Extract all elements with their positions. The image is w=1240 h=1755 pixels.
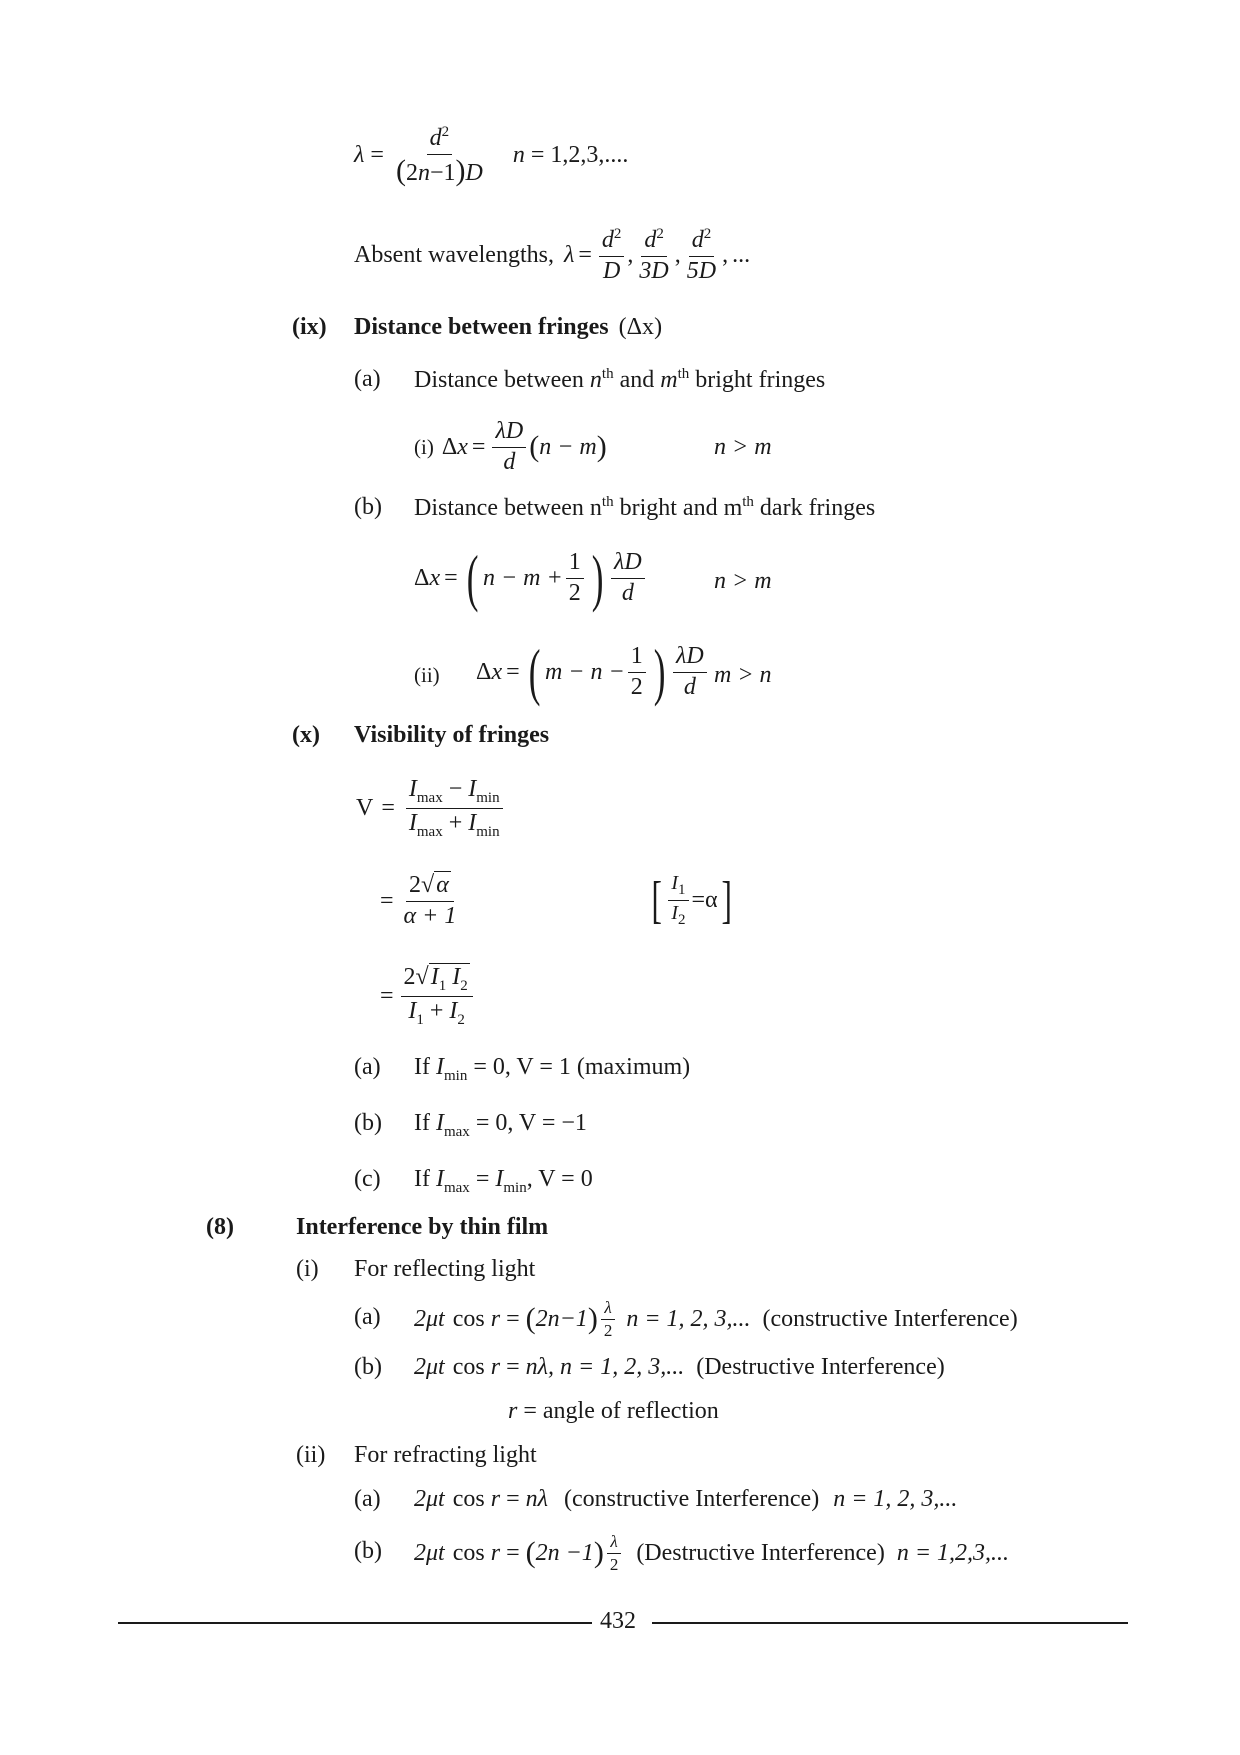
sub-ii-label: [296, 1442, 325, 1469]
definition-text: = angle of reflection: [523, 1398, 719, 1424]
exponent: 2: [613, 226, 622, 242]
label-text: (c): [354, 1166, 381, 1192]
lambda-d-fraction: [611, 549, 645, 607]
fraction: [406, 776, 503, 841]
denominator-value: d: [683, 673, 696, 700]
fraction-1: [599, 226, 625, 285]
section-8-number: [206, 1214, 234, 1241]
r-definition: [508, 1398, 719, 1425]
fraction: [492, 418, 526, 476]
plus: +: [448, 810, 463, 837]
condition: [513, 142, 629, 169]
denominator: [619, 579, 637, 608]
section-8-heading: [296, 1214, 548, 1241]
denominator: 2: [609, 1554, 619, 1574]
optical-path: 2μt: [414, 1305, 445, 1332]
formula-lambda-dark: [354, 124, 628, 187]
condition-text: n > m: [714, 434, 772, 460]
numerator: [673, 643, 707, 673]
item-b-text: [414, 494, 875, 522]
formula-dx-bright-dark: Δ x = ( n − m + $\frac{1}{2}$ ) $\frac{\lambda D}{d}$: [414, 546, 648, 610]
section-x-marker: [292, 722, 320, 749]
subscript: 1: [416, 1011, 424, 1028]
var-D: D: [465, 159, 483, 186]
comma: ,: [627, 242, 634, 269]
var-V: V: [356, 795, 374, 822]
condition-m-gt-n: [714, 662, 772, 689]
label-text: (b): [354, 1110, 382, 1136]
absent-wavelengths: [354, 226, 750, 285]
var-d: d: [644, 227, 657, 253]
var-I: I: [449, 998, 458, 1025]
refract-b-label: [354, 1538, 382, 1565]
ordinal: th: [601, 494, 614, 510]
equals-sign: =: [506, 658, 520, 685]
result-text: = 0, V = 1 (maximum): [473, 1054, 691, 1080]
numerator: [601, 1298, 614, 1320]
optical-path: 2μt: [414, 1486, 445, 1512]
delta-x-symbol: (Δx): [618, 314, 663, 340]
text-part: dark fringes: [759, 495, 876, 521]
subscript: min: [476, 789, 500, 806]
var-x: x: [429, 564, 441, 591]
denominator: [668, 901, 688, 929]
condition-values: = 1,2,3,....: [530, 142, 629, 169]
section-ix-heading: [354, 314, 662, 341]
reflect-a-label: [354, 1304, 381, 1331]
label-text: (b): [354, 1538, 382, 1564]
note: (Destructive Interference): [636, 1539, 885, 1566]
equals-sign: =: [380, 983, 394, 1010]
formula-refract-constructive: [414, 1486, 957, 1513]
numerator: [427, 124, 453, 155]
subscript: max: [416, 823, 443, 840]
equals-sign: =: [381, 795, 395, 822]
sub-i-text: [354, 1256, 535, 1283]
label-text: (a): [354, 1486, 381, 1512]
label-text: (ii): [296, 1442, 326, 1468]
item-a-label: [354, 366, 381, 393]
delta: Δ: [441, 433, 458, 460]
condition-text: n > m: [714, 568, 772, 594]
if-word: If: [414, 1054, 430, 1080]
subscript: max: [443, 1179, 470, 1196]
condition: n = 1, 2, 3,...: [626, 1305, 751, 1332]
var-I: I: [468, 776, 477, 802]
cos: cos: [452, 1486, 485, 1512]
denominator: 2: [630, 673, 643, 700]
condition-n-gt-m: [714, 434, 772, 461]
var-I: I: [452, 964, 461, 990]
half-fraction: [628, 643, 646, 701]
fraction-2: [636, 226, 671, 285]
delta: Δ: [414, 564, 430, 591]
marker-text: (ix): [292, 314, 327, 340]
result-text: , V = 0: [526, 1166, 593, 1192]
var-d: d: [601, 227, 614, 253]
coef: 2: [405, 159, 418, 186]
alpha-symbol: α: [705, 887, 718, 914]
heading-text: Visibility of fringes: [354, 722, 550, 748]
subscript: 2: [460, 977, 468, 994]
label-text: (a): [354, 366, 381, 392]
equals-sign: =: [370, 142, 384, 169]
equals-sign: =: [691, 887, 706, 914]
var-I: I: [435, 1054, 444, 1080]
lambda-symbol: λ: [354, 142, 365, 169]
var-n: n: [589, 367, 602, 393]
label-text: For refracting light: [354, 1442, 537, 1468]
marker-text: (x): [292, 722, 320, 748]
fraction: [668, 872, 688, 930]
delta: Δ: [476, 658, 492, 685]
denominator-value: D: [603, 257, 621, 284]
label-text: (a): [354, 1304, 381, 1330]
equals-sign: =: [444, 564, 458, 591]
subscript: min: [443, 1067, 468, 1084]
denominator: [406, 809, 503, 841]
item-b-label: [354, 494, 382, 521]
if-word: If: [414, 1110, 430, 1136]
formula-reflect-constructive: 2μt cos r = ( 2n−1 ) $\frac{\lambda}{2}$ n = 1, 2, 3,... (constructive Interference): [414, 1298, 1018, 1340]
numerator: [641, 226, 667, 257]
expression: m − n −: [544, 658, 625, 685]
var-I: I: [671, 872, 678, 894]
cos: cos: [452, 1539, 485, 1566]
intensity-ratio-note: [ $\frac{I_1}{I_2}$ = α ]: [651, 871, 732, 929]
cos: cos: [452, 1305, 485, 1332]
exponent: 2: [441, 124, 450, 140]
optical-path: 2μt: [414, 1539, 445, 1566]
coef: 2: [409, 872, 422, 898]
fraction-3: [684, 226, 719, 285]
result-text: = 0, V = −1: [475, 1110, 587, 1136]
var-m: m: [660, 367, 678, 393]
equals-sign: =: [471, 433, 486, 460]
equals-sign: =: [506, 1539, 520, 1566]
exponent: 2: [703, 226, 712, 242]
footer-rule-left: [118, 1622, 592, 1624]
page-number: [600, 1608, 636, 1635]
numerator: [607, 1532, 620, 1554]
var-r: r: [490, 1539, 501, 1566]
var-I: I: [435, 1166, 444, 1192]
text-part: bright fringes: [695, 367, 826, 393]
equals-sign: =: [506, 1354, 520, 1380]
var-lambda: λ: [610, 1532, 618, 1551]
var-r: r: [508, 1398, 518, 1424]
numerator: [406, 776, 503, 809]
var-r: r: [490, 1354, 501, 1380]
comma: ,: [722, 242, 729, 269]
ordinal: th: [601, 366, 614, 382]
label-text: (b): [354, 494, 382, 520]
denominator: [681, 673, 699, 702]
numerator: [689, 226, 715, 257]
var-x: x: [457, 433, 468, 460]
label-text: (a): [354, 1054, 381, 1080]
heading-text: Distance between fringes: [354, 314, 609, 340]
ordinal: th: [742, 494, 754, 510]
reflect-b-label: [354, 1354, 382, 1381]
fraction: [401, 872, 460, 930]
case-b-label: [354, 1110, 382, 1137]
optical-path: 2μt: [414, 1354, 445, 1380]
denominator: [684, 257, 719, 286]
subscript: min: [503, 1179, 527, 1196]
numerator: $2√I_1$ $I_2$: [401, 964, 473, 997]
n-lambda: nλ: [525, 1486, 549, 1512]
half-fraction: [566, 549, 584, 607]
text-part: and: [619, 367, 655, 393]
note: (Destructive Interference): [696, 1354, 945, 1380]
numerator: [611, 549, 645, 579]
denominator: [600, 257, 623, 286]
formula-reflect-destructive: [414, 1354, 945, 1381]
subscript: 1: [678, 882, 686, 898]
var-I: I: [435, 1110, 444, 1136]
var-I: I: [408, 776, 417, 802]
var-lambda: λ: [604, 1298, 612, 1317]
symbol-text: Δx: [626, 314, 655, 340]
absent-label: Absent wavelengths,: [354, 242, 554, 269]
condition: n = 1, 2, 3,...: [833, 1486, 958, 1512]
var-x: x: [491, 658, 503, 685]
subscript: max: [443, 1123, 470, 1140]
denominator: [636, 257, 671, 286]
ordinal: th: [677, 366, 690, 382]
text-part: bright and m: [619, 495, 743, 521]
denominator: 2: [603, 1320, 613, 1340]
subscript: min: [476, 823, 500, 840]
condition-n-gt-m-2: [714, 568, 772, 595]
cos: cos: [452, 1354, 485, 1380]
note: (constructive Interference): [564, 1486, 820, 1512]
var-I: I: [408, 998, 417, 1025]
subscript: 2: [457, 1011, 465, 1028]
text-part: Distance between n: [414, 495, 602, 521]
label-text: (i): [296, 1256, 319, 1282]
var-I: I: [430, 964, 439, 990]
case-c-label: [354, 1166, 381, 1193]
equals-sign: =: [506, 1305, 520, 1332]
var-d: d: [429, 125, 442, 151]
numerator: 1: [566, 549, 584, 579]
condition: n = 1,2,3,...: [896, 1539, 1010, 1566]
number-text: (8): [206, 1214, 234, 1240]
var-I: I: [468, 810, 477, 837]
var-I: I: [408, 810, 417, 837]
comma: ,: [674, 242, 681, 269]
denominator: [401, 902, 460, 931]
factor: 2n −1: [535, 1539, 594, 1566]
equals-sign: =: [578, 242, 592, 269]
refract-a-label: [354, 1486, 381, 1513]
numerator-value: λD: [676, 642, 704, 669]
var-alpha: α: [436, 872, 449, 898]
denominator: [405, 997, 468, 1029]
denominator-value: α + 1: [403, 902, 457, 929]
numerator-value: λD: [495, 418, 524, 444]
denominator: [500, 448, 518, 477]
item-a-text: [414, 366, 825, 394]
section-x-heading: [354, 722, 549, 749]
denominator: (2n−1)D: [395, 153, 483, 187]
case-a-label: [354, 1054, 381, 1081]
label-text: (b): [354, 1354, 382, 1380]
factor: 2n−1: [535, 1305, 588, 1332]
subscript: max: [416, 789, 443, 806]
case-a-text: [414, 1054, 690, 1085]
numerator: [492, 418, 526, 448]
var-I: I: [671, 902, 678, 925]
label-text: (ii): [414, 663, 440, 687]
equals-sign: =: [506, 1486, 520, 1512]
var-r: r: [490, 1305, 501, 1332]
coef: 2: [403, 964, 416, 990]
section-ix-marker: [292, 314, 327, 341]
numerator: [668, 872, 688, 901]
condition: , n = 1, 2, 3,...: [548, 1354, 685, 1380]
half-lambda-fraction: [601, 1298, 616, 1340]
heading-text: Interference by thin film: [296, 1214, 549, 1240]
n-lambda: nλ: [525, 1354, 549, 1380]
equals-sign: =: [380, 887, 394, 914]
sub-label: (i): [414, 434, 434, 459]
denominator: 2: [568, 579, 581, 606]
equals-sign: =: [475, 1166, 490, 1192]
denominator-value: d: [503, 448, 516, 475]
subscript: 1: [438, 977, 447, 994]
denominator-value: 5D: [686, 257, 717, 284]
numerator: 2√α: [406, 872, 454, 902]
sub-ii-text: [354, 1442, 537, 1469]
ellipsis: ...: [732, 242, 751, 269]
minus-one: −1: [429, 159, 456, 186]
label-text: For reflecting light: [354, 1256, 536, 1282]
formula-dx-dark-bright: Δ x = ( m − n − $\frac{1}{2}$ ) $\frac{\lambda D}{d}$: [476, 640, 710, 704]
var-d: d: [691, 227, 704, 253]
numerator: [599, 226, 625, 257]
lambda-symbol: λ: [563, 242, 575, 269]
expression: n − m +: [482, 564, 563, 591]
formula-visibility-alpha: [380, 872, 462, 930]
var-I: I: [495, 1166, 504, 1192]
formula-visibility-intensity: [380, 964, 476, 1029]
denominator-value: 3D: [639, 257, 669, 284]
sub-i-label: [296, 1256, 319, 1283]
fraction: [401, 964, 473, 1029]
minus: −: [448, 776, 463, 802]
if-word: If: [414, 1166, 430, 1192]
denominator-value: d: [621, 579, 634, 606]
sub-label-ii: [414, 662, 440, 689]
note: (constructive Interference): [762, 1305, 1018, 1332]
footer-rule-right: [652, 1622, 1128, 1624]
case-b-text: [414, 1110, 587, 1141]
plus: +: [429, 998, 444, 1025]
formula-visibility: [356, 776, 506, 841]
numerator: 1: [628, 643, 646, 673]
exponent: 2: [656, 226, 664, 242]
subscript: 2: [678, 912, 686, 929]
var-r: r: [490, 1486, 501, 1512]
page-number-text: 432: [600, 1608, 636, 1634]
formula-refract-destructive: 2μt cos r = ( 2n −1 ) $\frac{\lambda}{2}$ (Destructive Interference) n = 1,2,3,...: [414, 1532, 1010, 1574]
fraction: [393, 124, 486, 187]
case-c-text: [414, 1166, 593, 1197]
half-lambda-fraction: [607, 1532, 622, 1574]
difference: n − m: [539, 433, 597, 460]
lambda-d-fraction: [673, 643, 707, 701]
formula-dx-bright: (i) Δ x = $\frac{\lambda D}{d}$ ( n − m ): [414, 418, 607, 475]
var-n: n: [417, 159, 430, 186]
var-n: n: [512, 142, 525, 169]
text-part: Distance between: [414, 367, 584, 393]
condition-text: m > n: [714, 662, 772, 688]
numerator-value: λD: [614, 548, 642, 575]
